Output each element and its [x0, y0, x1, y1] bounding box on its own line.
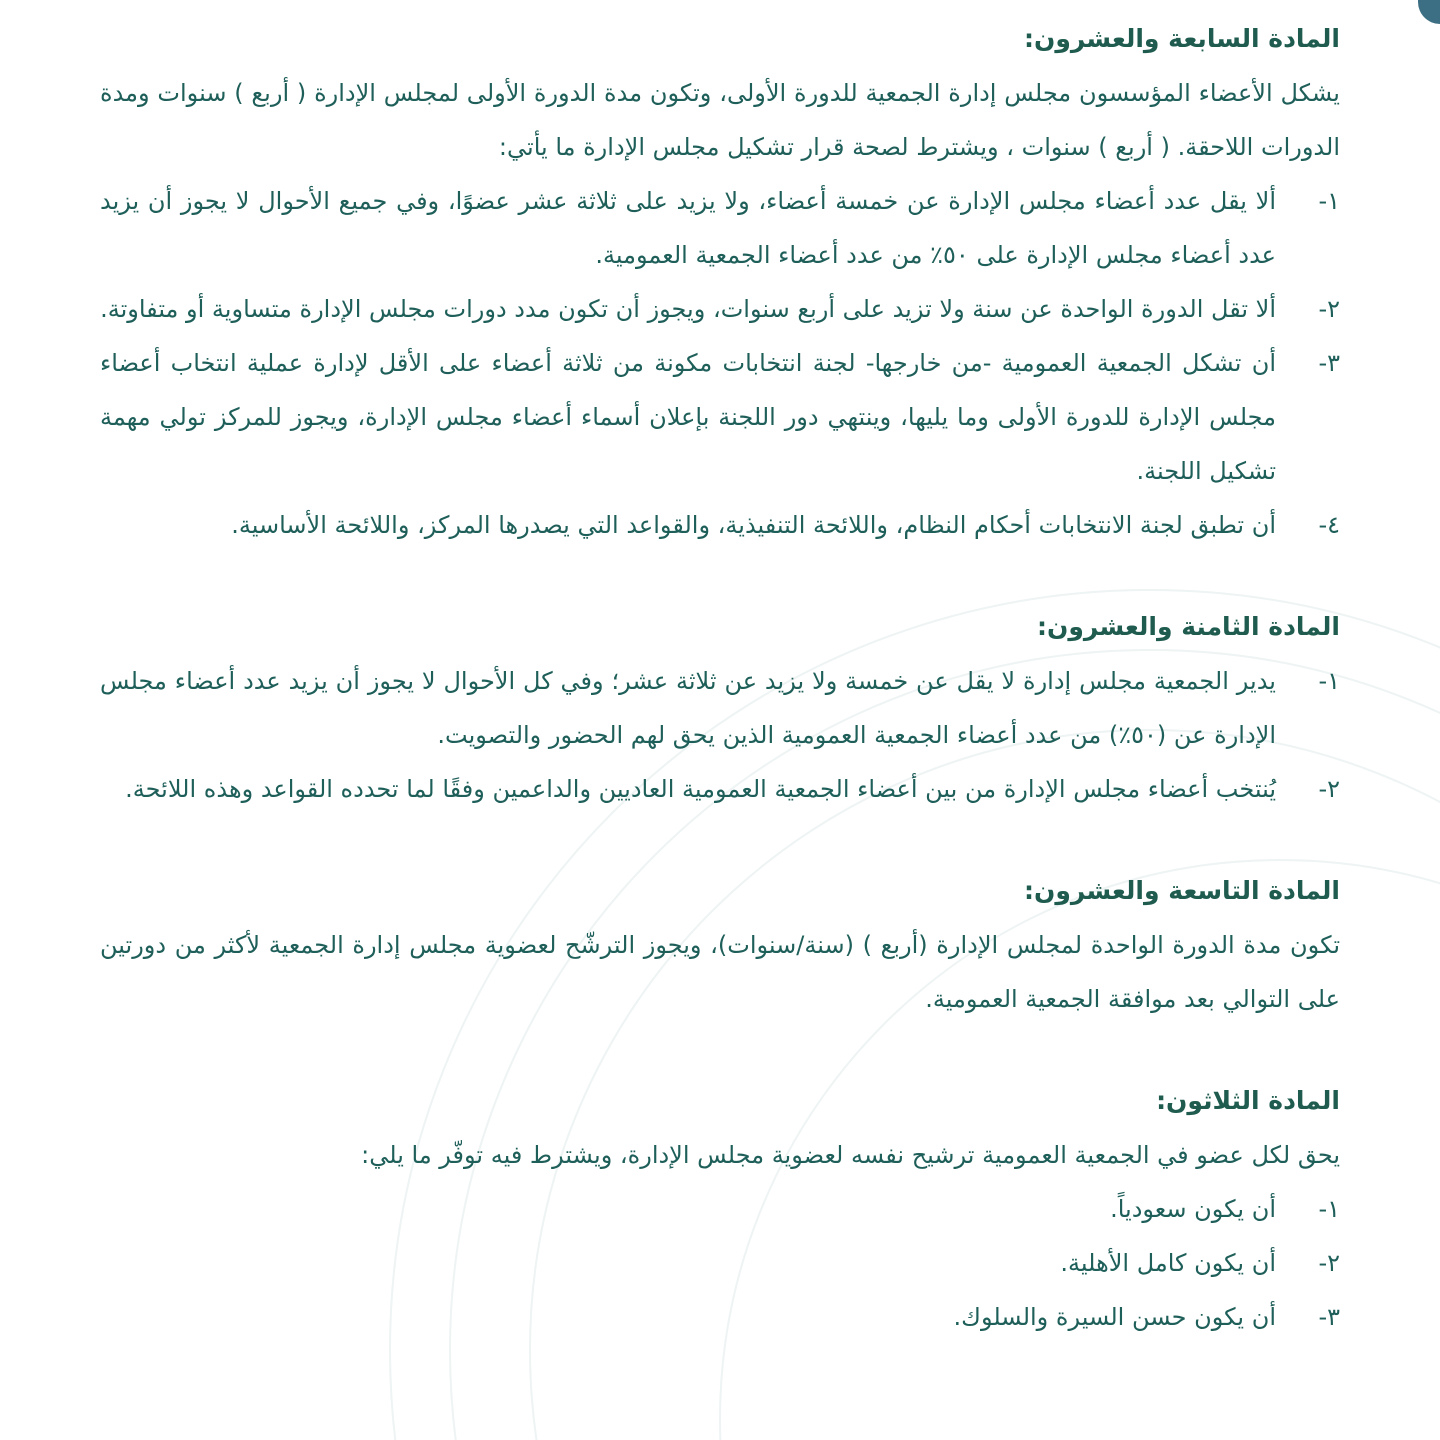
item-text: أن يكون حسن السيرة والسلوك. — [953, 1303, 1276, 1331]
article-29 — [100, 868, 1340, 1026]
list-item — [100, 654, 1340, 762]
article-title: المادة الثلاثون: — [1156, 1086, 1340, 1115]
item-number: ١- — [1318, 187, 1340, 215]
list-item — [100, 282, 1340, 336]
article-title: المادة الثامنة والعشرون: — [1037, 612, 1340, 641]
spacer — [100, 552, 1340, 604]
list-item — [100, 336, 1340, 498]
list-item — [100, 1236, 1340, 1290]
list-item — [100, 498, 1340, 552]
item-number: ٣- — [1318, 349, 1340, 377]
article-title: المادة السابعة والعشرون: — [1023, 24, 1340, 53]
corner-decoration — [1418, 0, 1440, 24]
item-text: أن يكون سعودياً. — [1110, 1195, 1276, 1223]
article-intro: يحق لكل عضو في الجمعية العمومية ترشيح نفسه لعضوية مجلس الإدارة، ويشترط فيه توفّر ما يلي: — [361, 1141, 1340, 1169]
item-number: ٢- — [1318, 1249, 1340, 1277]
item-number: ١- — [1318, 1195, 1340, 1223]
item-text: يُنتخب أعضاء مجلس الإدارة من بين أعضاء الجمعية العمومية العاديين والداعمين وفقًا لما تحدده القواعد وهذه اللائحة. — [125, 775, 1276, 803]
item-text: أن تطبق لجنة الانتخابات أحكام النظام، واللائحة التنفيذية، والقواعد التي يصدرها المركز، واللائحة الأساسية. — [231, 511, 1276, 539]
spacer — [100, 1026, 1340, 1078]
item-text: ألا تقل الدورة الواحدة عن سنة ولا تزيد على أربع سنوات، ويجوز أن تكون مدد دورات مجلس الإدارة متساوية أو متفاوتة. — [100, 295, 1276, 323]
item-text: يدير الجمعية مجلس إدارة لا يقل عن خمسة ولا يزيد عن ثلاثة عشر؛ وفي كل الأحوال لا يجوز أن يزيد عدد أعضاء مجلس الإدارة عن (٥٠٪) من عدد أعضاء الجمعية العمومية الذين يحق لهم الحضور والتصويت. — [100, 667, 1276, 749]
article-title: المادة التاسعة والعشرون: — [1024, 876, 1340, 905]
article-27 — [100, 16, 1340, 552]
item-number: ١- — [1318, 667, 1340, 695]
document-page — [100, 16, 1340, 1344]
list-item — [100, 762, 1340, 816]
item-text: أن يكون كامل الأهلية. — [1060, 1249, 1276, 1277]
article-intro: تكون مدة الدورة الواحدة لمجلس الإدارة (أربع ) (سنة/سنوات)، ويجوز الترشّح لعضوية مجلس إدارة الجمعية لأكثر من دورتين على التوالي بعد موافقة الجمعية العمومية. — [100, 931, 1340, 1013]
spacer — [100, 816, 1340, 868]
item-number: ٢- — [1318, 295, 1340, 323]
item-number: ٣- — [1318, 1303, 1340, 1331]
item-text: أن تشكل الجمعية العمومية -من خارجها- لجنة انتخابات مكونة من ثلاثة أعضاء على الأقل لإدارة عملية انتخاب أعضاء مجلس الإدارة للدورة الأولى وما يليها، وينتهي دور اللجنة بإعلان أسماء أعضاء مجلس الإدارة، ويجوز للمركز تولي مهمة تشكيل اللجنة. — [100, 349, 1276, 485]
list-item — [100, 1290, 1340, 1344]
list-item — [100, 1182, 1340, 1236]
article-28 — [100, 604, 1340, 816]
article-intro: يشكل الأعضاء المؤسسون مجلس إدارة الجمعية للدورة الأولى، وتكون مدة الدورة الأولى لمجلس الإدارة ( أربع ) سنوات ومدة الدورات اللاحقة. ( أربع ) سنوات ، ويشترط لصحة قرار تشكيل مجلس الإدارة ما يأتي: — [100, 79, 1340, 161]
item-text: ألا يقل عدد أعضاء مجلس الإدارة عن خمسة أعضاء، ولا يزيد على ثلاثة عشر عضوًا، وفي جميع الأحوال لا يجوز أن يزيد عدد أعضاء مجلس الإدارة على ٥٠٪ من عدد أعضاء الجمعية العمومية. — [100, 187, 1276, 269]
item-number: ٤- — [1318, 511, 1340, 539]
article-30 — [100, 1078, 1340, 1344]
item-number: ٢- — [1318, 775, 1340, 803]
list-item — [100, 174, 1340, 282]
